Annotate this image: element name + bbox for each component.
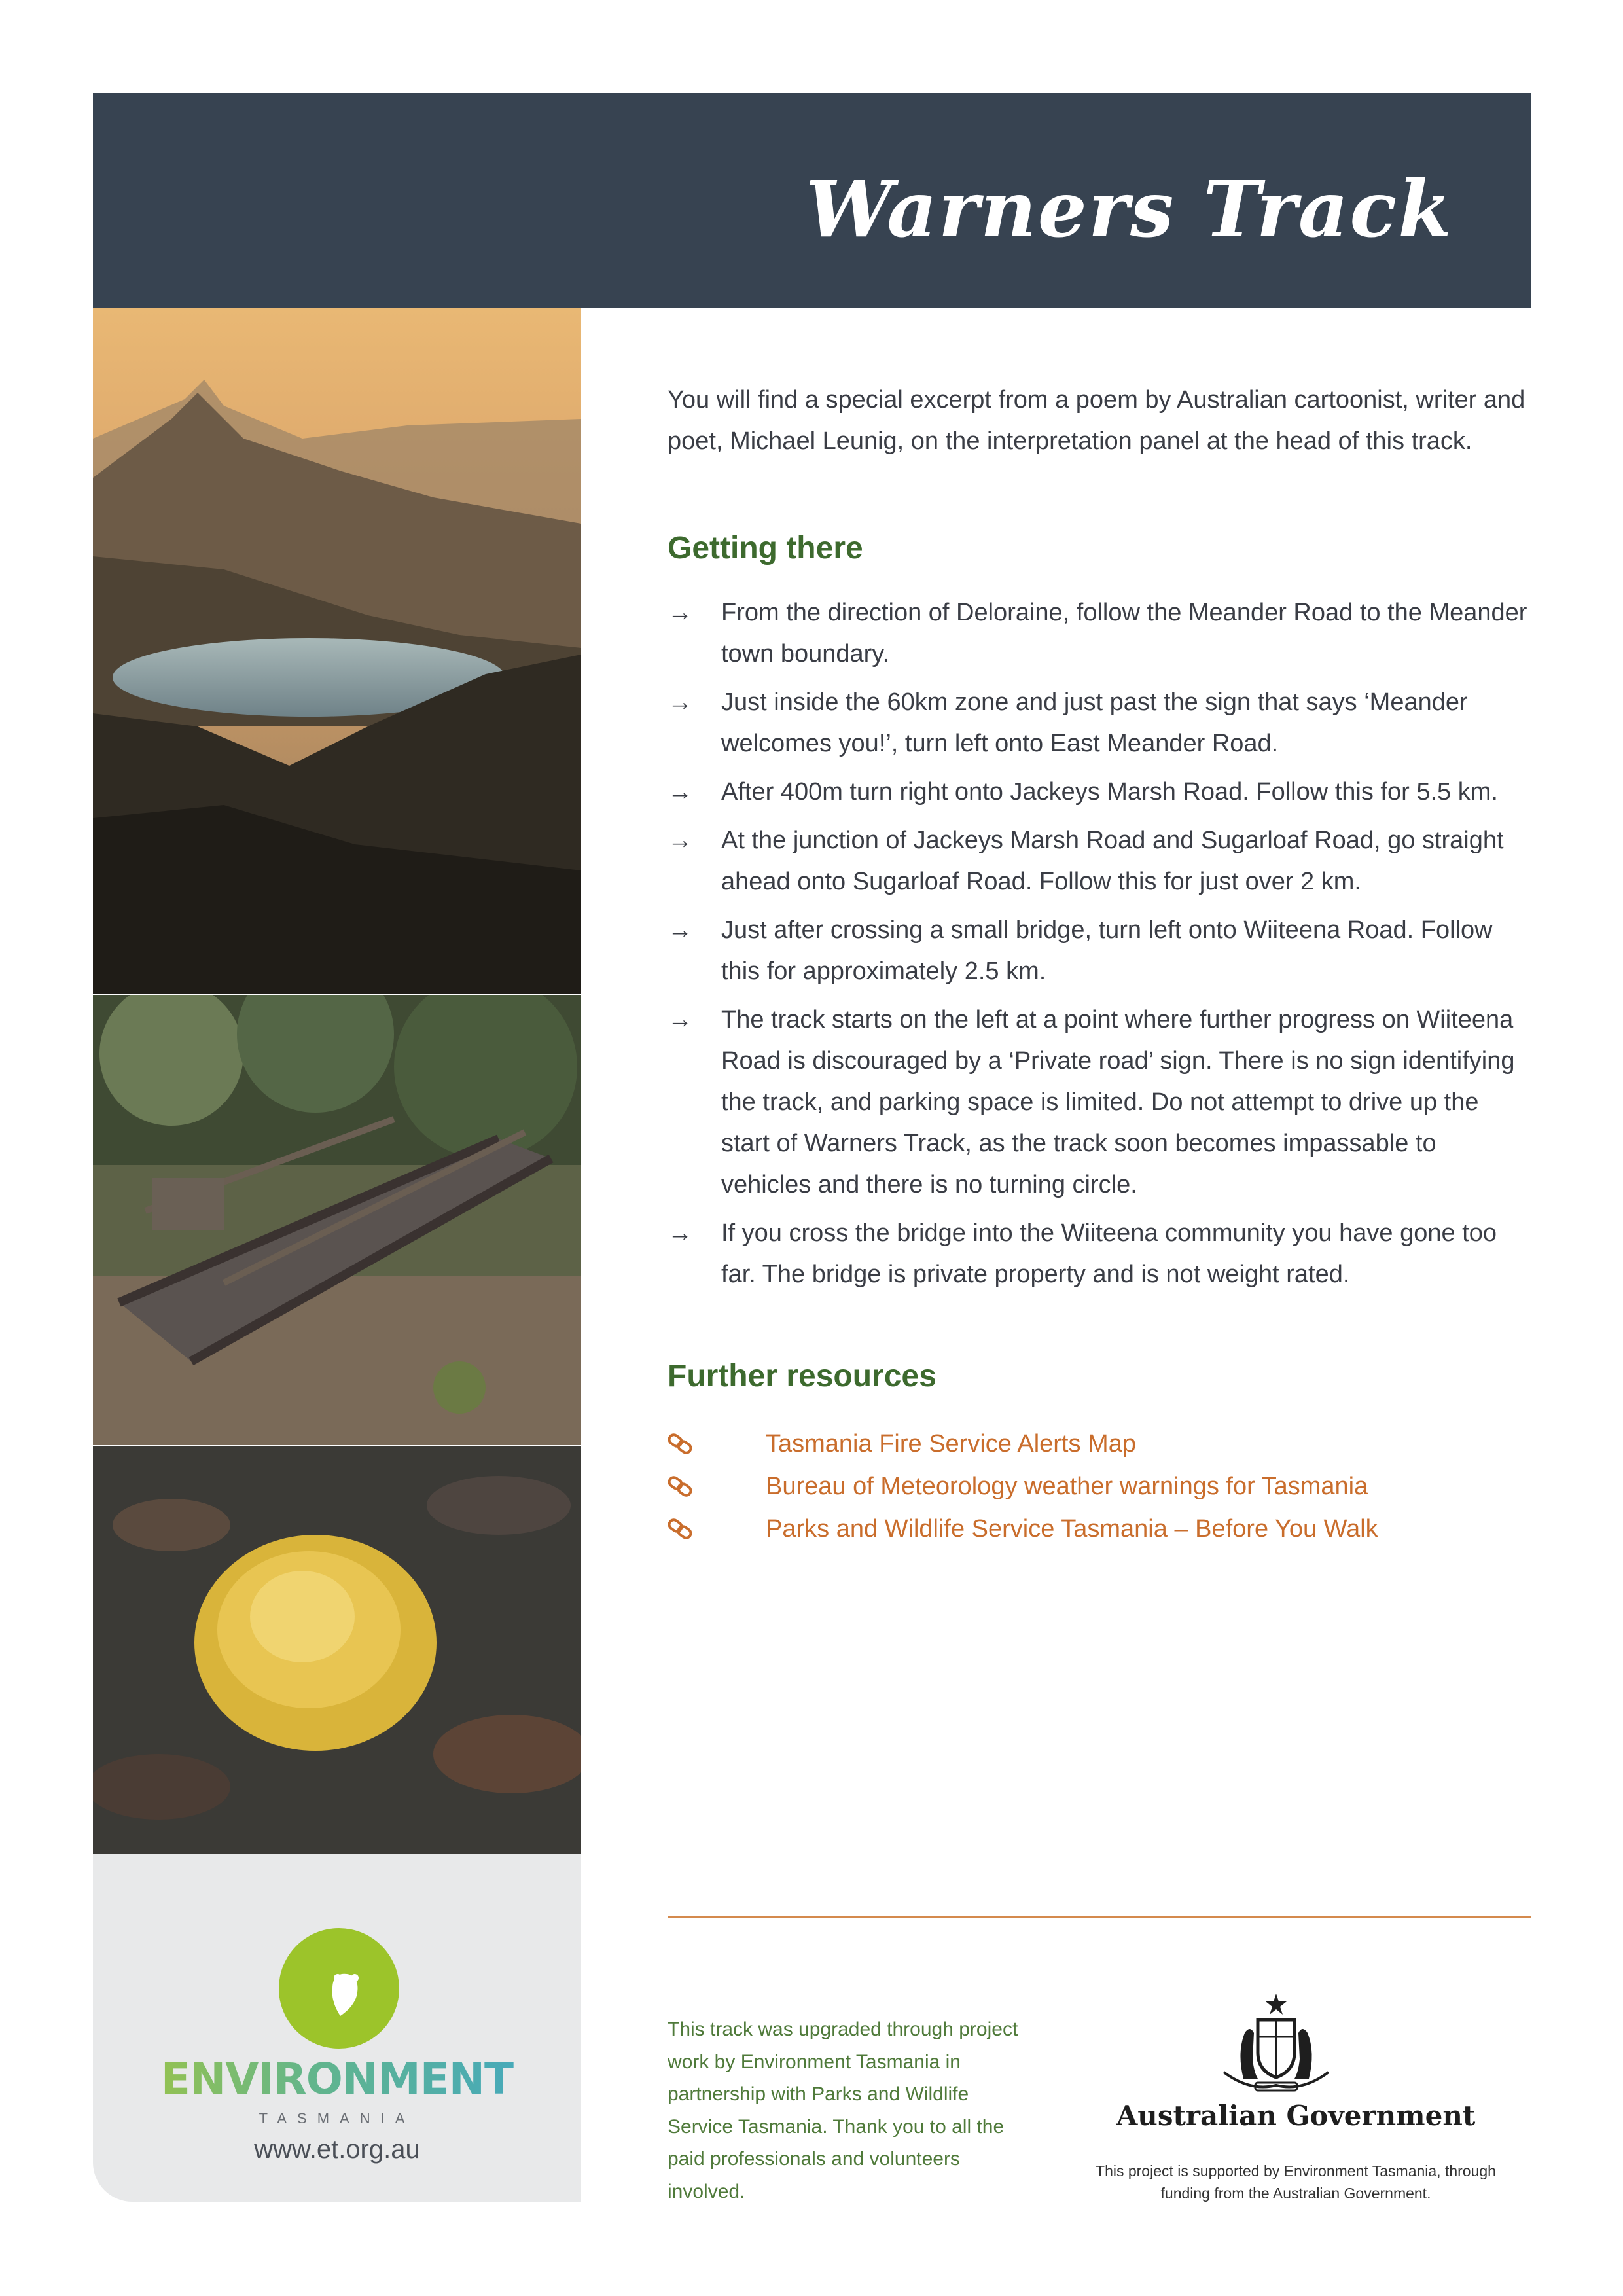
arrow-right-icon: → — [668, 827, 692, 854]
direction-step — [668, 682, 1531, 764]
coat-of-arms-icon — [1198, 1987, 1355, 2098]
step-text: After 400m turn right onto Jackeys Marsh Road. Follow this for 5.5 km. — [721, 778, 1498, 806]
arrow-right-icon: → — [668, 689, 692, 716]
link-chain-icon — [668, 1518, 694, 1541]
environment-tasmania-logo-panel — [93, 1854, 581, 2202]
footer-divider — [668, 1916, 1531, 1918]
step-text: Just after crossing a small bridge, turn left onto Wiiteena Road. Follow this for approximately 2.5 km. — [721, 916, 1493, 985]
step-text: At the junction of Jackeys Marsh Road and Sugarloaf Road, go straight ahead onto Sugarloaf Road. Follow this for just over 2 km. — [721, 827, 1504, 895]
step-text: Just inside the 60km zone and just past the sign that says ‘Meander welcomes you!’, turn left onto East Meander Road. — [721, 689, 1468, 757]
step-text: From the direction of Deloraine, follow the Meander Road to the Meander town boundary. — [721, 599, 1527, 668]
direction-step — [668, 772, 1531, 813]
bridge-photo — [93, 995, 581, 1445]
step-text: The track starts on the left at a point where further progress on Wiiteena Road is discouraged by a ‘Private road’ sign. There is no sign identifying the track, and parking space is limited. Do not attempt to drive up the start of Warners Track, as the track soon becomes impassable to vehicles and there is no turning circle. — [721, 1006, 1515, 1198]
main-content — [668, 380, 1531, 1551]
funding-acknowledgement: This project is supported by Environment Tasmania, through funding from the Australian Government. — [1096, 2162, 1496, 2202]
arrow-right-icon: → — [668, 1006, 692, 1033]
logo-wordmark: ENVIRONMENT — [93, 2054, 581, 2104]
resource-link-label[interactable]: Tasmania Fire Service Alerts Map — [766, 1430, 1136, 1458]
environment-tasmania-logo-icon — [275, 1926, 403, 2056]
arrow-right-icon: → — [668, 778, 692, 806]
direction-step — [668, 592, 1531, 675]
step-text: If you cross the bridge into the Wiiteena community you have gone too far. The bridge is private property and is not weight rated. — [721, 1219, 1497, 1288]
direction-step — [668, 820, 1531, 903]
logo-subtitle: TASMANIA — [259, 2110, 416, 2126]
directions-list — [668, 592, 1531, 1295]
further-resources-heading: Further resources — [668, 1359, 936, 1393]
direction-step — [668, 910, 1531, 992]
link-chain-icon — [668, 1476, 694, 1498]
arrow-right-icon: → — [668, 599, 692, 626]
direction-step — [668, 999, 1531, 1206]
resource-links — [668, 1423, 1531, 1551]
resource-link-before-you-walk[interactable] — [668, 1508, 1531, 1551]
credit-text: This track was upgraded through project work by Environment Tasmania in partnership with Parks and Wildlife Service Tasmania. Thank you to all the paid professionals and volunteers involved. — [668, 2018, 1018, 2202]
getting-there-heading: Getting there — [668, 531, 863, 565]
resource-link-label[interactable]: Parks and Wildlife Service Tasmania – Before You Walk — [766, 1515, 1378, 1543]
arrow-right-icon: → — [668, 916, 692, 944]
australian-government-wordmark: Australian Government — [1116, 2100, 1476, 2132]
coral-fungus-photo — [93, 1446, 581, 1854]
website-url[interactable]: www.et.org.au — [254, 2135, 420, 2164]
arrow-right-icon: → — [668, 1219, 692, 1247]
link-chain-icon — [668, 1433, 694, 1456]
resource-link-weather-warnings[interactable] — [668, 1465, 1531, 1508]
title-banner — [93, 93, 1531, 308]
resource-link-label[interactable]: Bureau of Meteorology weather warnings for Tasmania — [766, 1473, 1368, 1500]
mountain-lake-photo — [93, 308, 581, 994]
page-title: Warners Track — [806, 164, 1453, 255]
resource-link-fire-alerts[interactable] — [668, 1423, 1531, 1465]
direction-step — [668, 1213, 1531, 1295]
intro-paragraph: You will find a special excerpt from a poem by Australian cartoonist, writer and poet, Michael Leunig, on the interpretation panel at the head of this track. — [668, 386, 1525, 455]
